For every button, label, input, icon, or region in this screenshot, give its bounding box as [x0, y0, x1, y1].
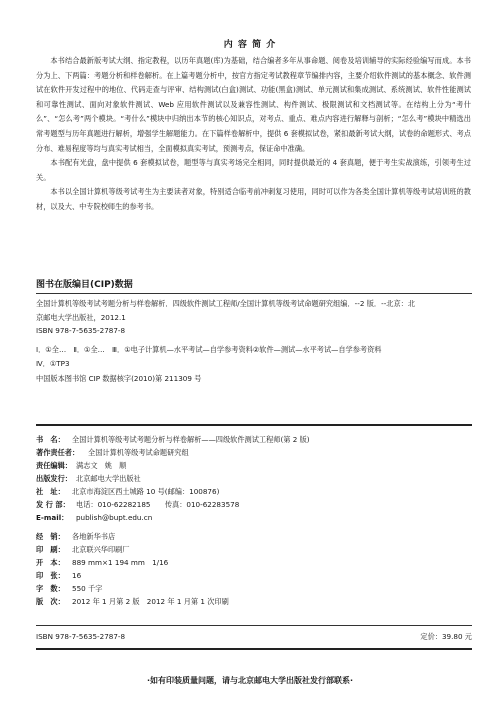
- words-row: [36, 582, 472, 595]
- address-value: 北京市海淀区西土城路 10 号(邮编：100876): [72, 486, 220, 496]
- cip-heading: 图书在版编目(CIP)数据: [36, 280, 133, 290]
- format-value: 889 mm×1 194 mm 1/16: [72, 557, 169, 567]
- format-label: 开 本：: [36, 557, 65, 567]
- intro-paragraph: 本书以全国计算机等级考试考生为主要读者对象，特别适合临考前冲刺复习使用，同时可以作为各类全国计算机等级考试培训班的教材，以及大、中专院校师生的参考书。: [36, 187, 471, 211]
- distributor-row: [36, 530, 472, 543]
- sheets-label: 印 张：: [36, 570, 65, 580]
- book-title-value: 全国计算机等级考试考题分析与样卷解析——四级软件测试工程师(第 2 版): [72, 434, 310, 444]
- email-label: E-mail：: [36, 512, 69, 522]
- author-label: 著作责任者：: [36, 447, 80, 457]
- publisher-label: 出版发行：: [36, 473, 72, 483]
- words-label: 字 数：: [36, 583, 65, 593]
- cip-divider: [36, 293, 472, 294]
- printer-value: 北京联兴华印刷厂: [72, 544, 130, 554]
- cip-line: Ⅰ．①全… Ⅱ．①全… Ⅲ．①电子计算机—水平考试—自学参考资料②软件—测试—水平考试—自学参考资料: [36, 345, 382, 354]
- email-value: publish@bupt.edu.cn: [76, 513, 153, 522]
- distributor-label: 经 销：: [36, 531, 65, 541]
- cip-line: 京邮电大学出版社，2012.1: [36, 312, 126, 322]
- phone-row: [36, 498, 472, 511]
- editor-row: [36, 459, 472, 472]
- footer-divider: [36, 648, 472, 650]
- cip-line: Ⅳ．①TP3: [36, 358, 70, 368]
- sheets-row: [36, 569, 472, 582]
- publication-info: [36, 433, 472, 608]
- editor-label: 责任编辑：: [36, 460, 72, 470]
- book-title-row: [36, 433, 472, 446]
- quality-notice: ·如有印装质量问题，请与北京邮电大学出版社发行部联系·: [146, 676, 354, 685]
- cip-record: [36, 297, 472, 338]
- book-title-label: 书 名：: [36, 434, 65, 444]
- printer-row: [36, 543, 472, 556]
- phone-label: 发 行 部：: [36, 499, 70, 509]
- format-row: [36, 556, 472, 569]
- publisher-value: 北京邮电大学出版社: [76, 473, 141, 483]
- isbn: ISBN 978-7-5635-2787-8: [36, 632, 126, 641]
- intro-text: [36, 54, 471, 215]
- email-row: [36, 511, 472, 524]
- cip-isbn: ISBN 978-7-5635-2787-8: [36, 326, 126, 336]
- bottom-divider: [36, 625, 472, 626]
- address-label: 社 址：: [36, 486, 65, 496]
- cip-record-number: 中国版本图书馆 CIP 数据核字(2010)第 211309 号: [36, 374, 202, 383]
- edition-row: [36, 595, 472, 608]
- distributor-value: 各地新华书店: [72, 531, 116, 541]
- price: 定价：39.80 元: [420, 632, 472, 641]
- intro-paragraph: 本书结合最新版考试大纲、指定教程，以历年真题(库)为基础，结合编者多年从事命题、阅卷及培训辅导的实际经验编写而成。本书分为上、下两篇：考题分析和样卷解析。在上篇考题分析中，按官方指定考试教程章节编排内容，主要介绍软件测试的基本概念、软件测试在软件开发过程中的地位、代码走查与评审、结构测试(白盒)测试、功能(黑盒)测试、单元测试和集成测试、系统测试、软件性能测试和可靠性测试、面向对象软件测试、Web 应用软件测试以及兼容性测试、构件测试、极限测试和文档测试等。在结构上分为“考什么”、“怎么考”两个模块。“考什么”模块中归纳出本节的核心知识点，对考点、重点、难点内容进行解释与剖析；“怎么考”模块中精选出常考题型与历年真题进行解析，增强学生解题能力。在下篇样卷解析中，提供 6 套模拟试卷，紧扣最新考试大纲，试卷的命题形式、考点分布、难易程度等均与真实考试相当，全面模拟真实考试，预测考点，保证命中准确。: [36, 56, 471, 153]
- author-row: [36, 446, 472, 459]
- cip-classification: [36, 343, 472, 370]
- sheets-value: 16: [72, 571, 82, 580]
- printer-label: 印 刷：: [36, 544, 65, 554]
- address-row: [36, 485, 472, 498]
- top-divider: [36, 424, 472, 426]
- author-value: 全国计算机等级考试命题研究组: [88, 447, 189, 457]
- words-value: 550 千字: [72, 583, 103, 593]
- intro-paragraph: 本书配有光盘，盘中提供 6 套模拟试卷，题型等与真实考场完全相同，同时提供最近的 4 套真题，便于考生实战演练，引领考生过关。: [36, 158, 471, 182]
- phone-value: 电话：010-62282185 传真：010-62283578: [76, 499, 240, 509]
- edition-label: 版 次：: [36, 596, 65, 606]
- edition-value: 2012 年 1 月第 2 版 2012 年 1 月第 1 次印刷: [72, 596, 229, 606]
- isbn-price-row: [36, 632, 472, 642]
- publisher-row: [36, 472, 472, 485]
- intro-title: 内 容 简 介: [223, 40, 277, 50]
- editor-value: 满志文 姚 顺: [76, 460, 127, 470]
- cip-line: 全国计算机等级考试考题分析与样卷解析．四级软件测试工程师/全国计算机等级考试命题研究组编．--2 版．--北京：北: [36, 299, 416, 308]
